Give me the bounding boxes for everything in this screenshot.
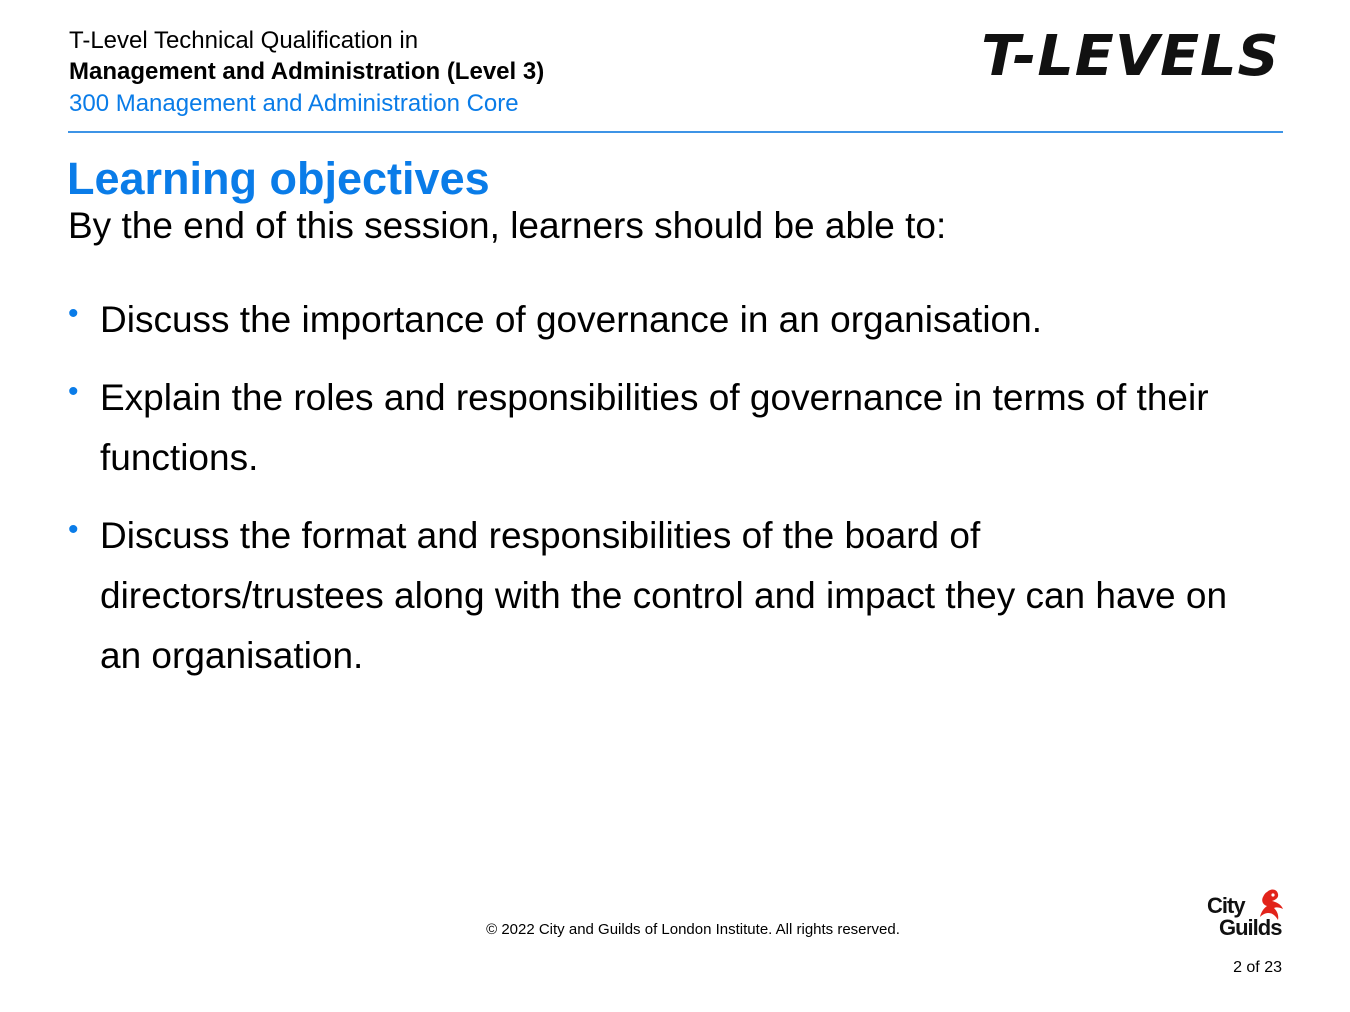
course-label: T-Level Technical Qualification in	[69, 27, 419, 54]
city-and-guilds-logo	[1205, 888, 1287, 940]
copyright-notice: © 2022 City and Guilds of London Institute. All rights reserved.	[486, 921, 900, 938]
t-levels-logo: T-LEVELS	[981, 24, 1280, 89]
slide-intro: By the end of this session, learners should be able to:	[68, 205, 947, 246]
objective-text: Explain the roles and responsibilities of governance in terms of their functions.	[100, 377, 1209, 478]
page-number: 2 of 23	[1233, 959, 1282, 976]
objective-item	[68, 290, 1268, 350]
course-title: Management and Administration (Level 3)	[69, 58, 545, 85]
objective-text: Discuss the format and responsibilities of the board of directors/trustees along with the control and impact they can have on an organisation.	[100, 515, 1228, 676]
objective-text: Discuss the importance of governance in an organisation.	[100, 299, 1042, 340]
header-divider	[68, 131, 1283, 133]
unit-title: 300 Management and Administration Core	[69, 90, 519, 117]
slide-title: Learning objectives	[67, 153, 490, 204]
objective-item	[68, 506, 1268, 686]
logo-text-city: City	[1207, 893, 1245, 918]
city-guilds-lion-icon	[1257, 888, 1287, 922]
objectives-list	[68, 290, 1268, 704]
objective-item	[68, 368, 1268, 488]
bullet-dot-icon: •	[68, 297, 79, 330]
bullet-dot-icon: •	[68, 513, 79, 546]
bullet-dot-icon: •	[68, 375, 79, 408]
logo-text-guilds: Guilds	[1219, 915, 1282, 940]
